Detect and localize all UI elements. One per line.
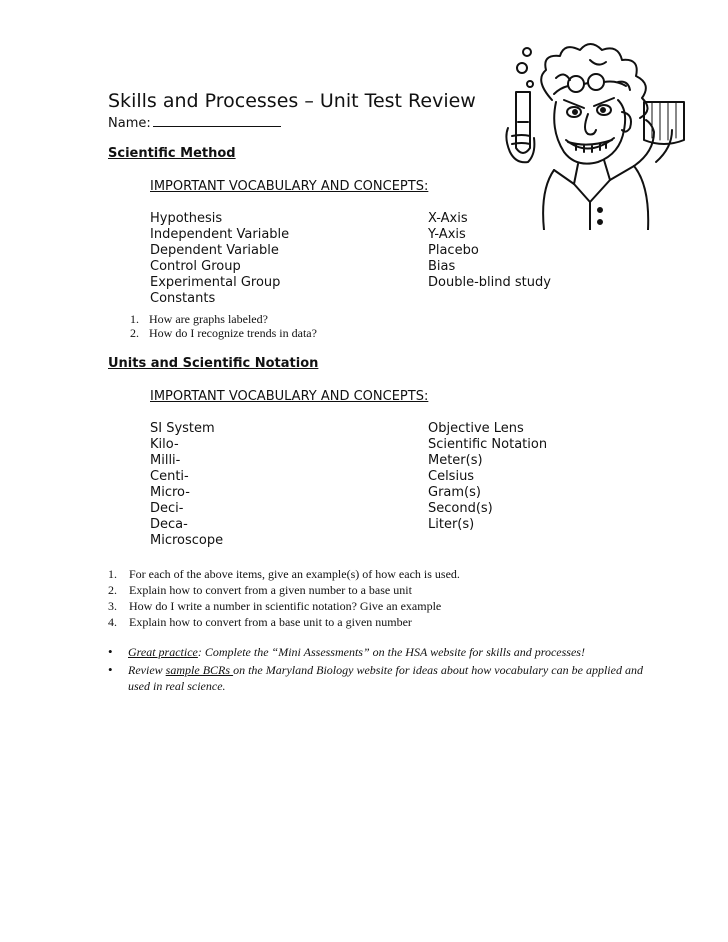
vocab-term: Meter(s) bbox=[428, 453, 483, 468]
vocab-term: Objective Lens bbox=[428, 421, 524, 436]
vocab-term: Control Group bbox=[150, 259, 241, 274]
units-vocab-heading: IMPORTANT VOCABULARY AND CONCEPTS: bbox=[150, 389, 429, 404]
tip-text: on the Maryland Biology website for ideas about how vocabulary can be applied and used in real science. bbox=[128, 663, 643, 693]
vocab-term: Bias bbox=[428, 259, 456, 274]
vocab-term: Milli- bbox=[150, 453, 181, 468]
vocab-term: Kilo- bbox=[150, 437, 179, 452]
vocab-term: Constants bbox=[150, 291, 216, 306]
bubble-icon bbox=[527, 81, 533, 87]
mad-scientist-icon bbox=[494, 40, 694, 230]
great-practice-link[interactable]: Great practice bbox=[128, 645, 198, 659]
vocab-term: Double-blind study bbox=[428, 275, 551, 290]
scientific-method-vocab-heading: IMPORTANT VOCABULARY AND CONCEPTS: bbox=[150, 179, 429, 194]
vocab-term: Dependent Variable bbox=[150, 243, 279, 258]
sample-bcrs-link[interactable]: sample BCRs bbox=[165, 663, 234, 677]
list-number: 1. bbox=[130, 312, 139, 326]
list-number: 2. bbox=[130, 326, 139, 340]
vocab-term: Experimental Group bbox=[150, 275, 281, 290]
tip-item bbox=[108, 644, 643, 660]
tip-text: Review bbox=[128, 663, 166, 677]
vocab-term: Liter(s) bbox=[428, 517, 475, 532]
vocab-term: Scientific Notation bbox=[428, 437, 548, 452]
vocab-term: Centi- bbox=[150, 469, 189, 484]
list-number: 1. bbox=[108, 567, 117, 581]
bubble-icon bbox=[523, 48, 531, 56]
bubble-icon bbox=[517, 63, 527, 73]
tip-text: : Complete the “Mini Assessments” on the HSA website for skills and processes! bbox=[197, 645, 585, 659]
scientific-method-heading: Scientific Method bbox=[108, 146, 236, 161]
list-number: 2. bbox=[108, 583, 117, 597]
name-field bbox=[108, 115, 281, 132]
vocab-term: Microscope bbox=[150, 533, 224, 548]
vocab-term: Independent Variable bbox=[150, 227, 290, 242]
vocab-term: Y-Axis bbox=[428, 227, 466, 242]
vocab-term: Hypothesis bbox=[150, 211, 223, 226]
vocab-term: SI System bbox=[150, 421, 215, 436]
list-text: How do I write a number in scientific notation? Give an example bbox=[129, 599, 442, 613]
name-blank-line[interactable] bbox=[153, 115, 281, 127]
vocab-term: Placebo bbox=[428, 243, 479, 258]
bullet-icon: • bbox=[108, 644, 113, 659]
vocab-term: Second(s) bbox=[428, 501, 493, 516]
vocab-term: Deca- bbox=[150, 517, 188, 532]
tip-item bbox=[108, 662, 643, 694]
units-right-terms bbox=[428, 421, 547, 533]
list-text: For each of the above items, give an example(s) of how each is used. bbox=[129, 567, 460, 581]
name-label: Name: bbox=[108, 116, 151, 131]
list-number: 3. bbox=[108, 599, 117, 613]
vocab-term: Gram(s) bbox=[428, 485, 481, 500]
units-heading: Units and Scientific Notation bbox=[108, 356, 319, 371]
list-text: How do I recognize trends in data? bbox=[149, 326, 317, 340]
list-text: Explain how to convert from a base unit to a given number bbox=[129, 615, 412, 629]
scientific-method-left-terms bbox=[150, 211, 289, 307]
page-title: Skills and Processes – Unit Test Review bbox=[108, 90, 476, 112]
vocab-term: Micro- bbox=[150, 485, 190, 500]
tips-list bbox=[108, 644, 643, 696]
bullet-icon: • bbox=[108, 662, 113, 677]
list-text: Explain how to convert from a given number to a base unit bbox=[129, 583, 412, 597]
vocab-term: X-Axis bbox=[428, 211, 468, 226]
units-left-terms bbox=[150, 421, 223, 549]
vocab-term: Celsius bbox=[428, 469, 475, 484]
list-text: How are graphs labeled? bbox=[149, 312, 268, 326]
vocab-term: Deci- bbox=[150, 501, 184, 516]
list-number: 4. bbox=[108, 615, 117, 629]
